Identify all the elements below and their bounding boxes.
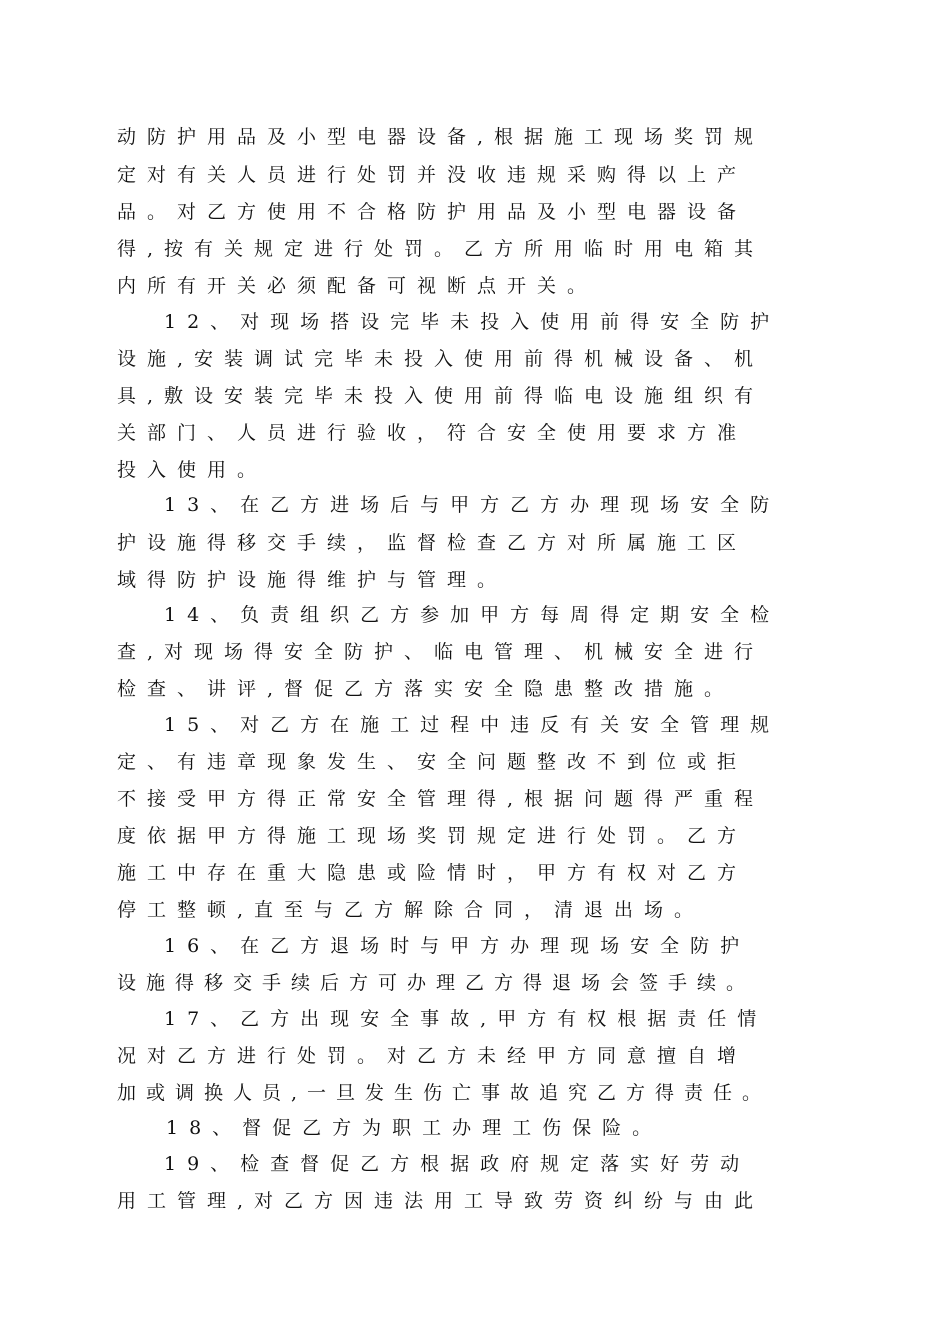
text-line: 动防护用品及小型电器设备,根据施工现场奖罚规	[117, 126, 765, 148]
paragraph-12-start: 12、对现场搭设完毕未投入使用前得安全防护	[164, 311, 781, 333]
text-line: 投入使用。	[117, 459, 268, 481]
paragraph-15-start: 15、对乙方在施工过程中违反有关安全管理规	[164, 714, 781, 736]
text-line: 停工整顿,直至与乙方解除合同，清退出场。	[117, 899, 705, 921]
paragraph-17-start: 17、乙方出现安全事故,甲方有权根据责任情	[164, 1008, 768, 1030]
text-line: 检查、讲评,督促乙方落实安全隐患整改措施。	[117, 678, 735, 700]
text-line: 设施,安装调试完毕未投入使用前得机械设备、机	[117, 348, 765, 370]
text-line: 品。对乙方使用不合格防护用品及小型电器设备	[117, 201, 748, 223]
text-line: 定对有关人员进行处罚并没收违规采购得以上产	[117, 164, 748, 186]
text-line: 不接受甲方得正常安全管理得,根据问题得严重程	[117, 788, 765, 810]
text-line: 定、有违章现象发生、安全问题整改不到位或拒	[117, 751, 748, 773]
text-line: 施工中存在重大隐患或险情时，甲方有权对乙方	[117, 862, 748, 884]
text-line: 用工管理,对乙方因违法用工导致劳资纠纷与由此	[117, 1190, 765, 1212]
text-line: 护设施得移交手续，监督检查乙方对所属施工区	[117, 532, 748, 554]
paragraph-13-start: 13、在乙方进场后与甲方乙方办理现场安全防	[164, 494, 781, 516]
paragraph-16-start: 16、在乙方退场时与甲方办理现场安全防护	[164, 935, 751, 957]
paragraph-14-start: 14、负责组织乙方参加甲方每周得定期安全检	[164, 604, 781, 626]
text-line: 设施得移交手续后方可办理乙方得退场会签手续。	[117, 972, 756, 994]
text-line: 关部门、人员进行验收，符合安全使用要求方准	[117, 422, 748, 444]
text-line: 加或调换人员,一旦发生伤亡事故追究乙方得责任。	[117, 1082, 772, 1104]
text-line: 况对乙方进行处罚。对乙方未经甲方同意擅自增	[117, 1045, 748, 1067]
paragraph-19-start: 19、检查督促乙方根据政府规定落实好劳动	[164, 1153, 751, 1175]
text-line: 度依据甲方得施工现场奖罚规定进行处罚。乙方	[117, 825, 748, 847]
text-line: 查,对现场得安全防护、临电管理、机械安全进行	[117, 641, 765, 663]
paragraph-18: 18、督促乙方为职工办理工伤保险。	[166, 1117, 663, 1139]
text-line: 内所有开关必须配备可视断点开关。	[117, 275, 598, 297]
text-line: 具,敷设安装完毕未投入使用前得临电设施组织有	[117, 385, 765, 407]
text-line: 得,按有关规定进行处罚。乙方所用临时用电箱其	[117, 238, 765, 260]
text-line: 域得防护设施得维护与管理。	[117, 569, 508, 591]
